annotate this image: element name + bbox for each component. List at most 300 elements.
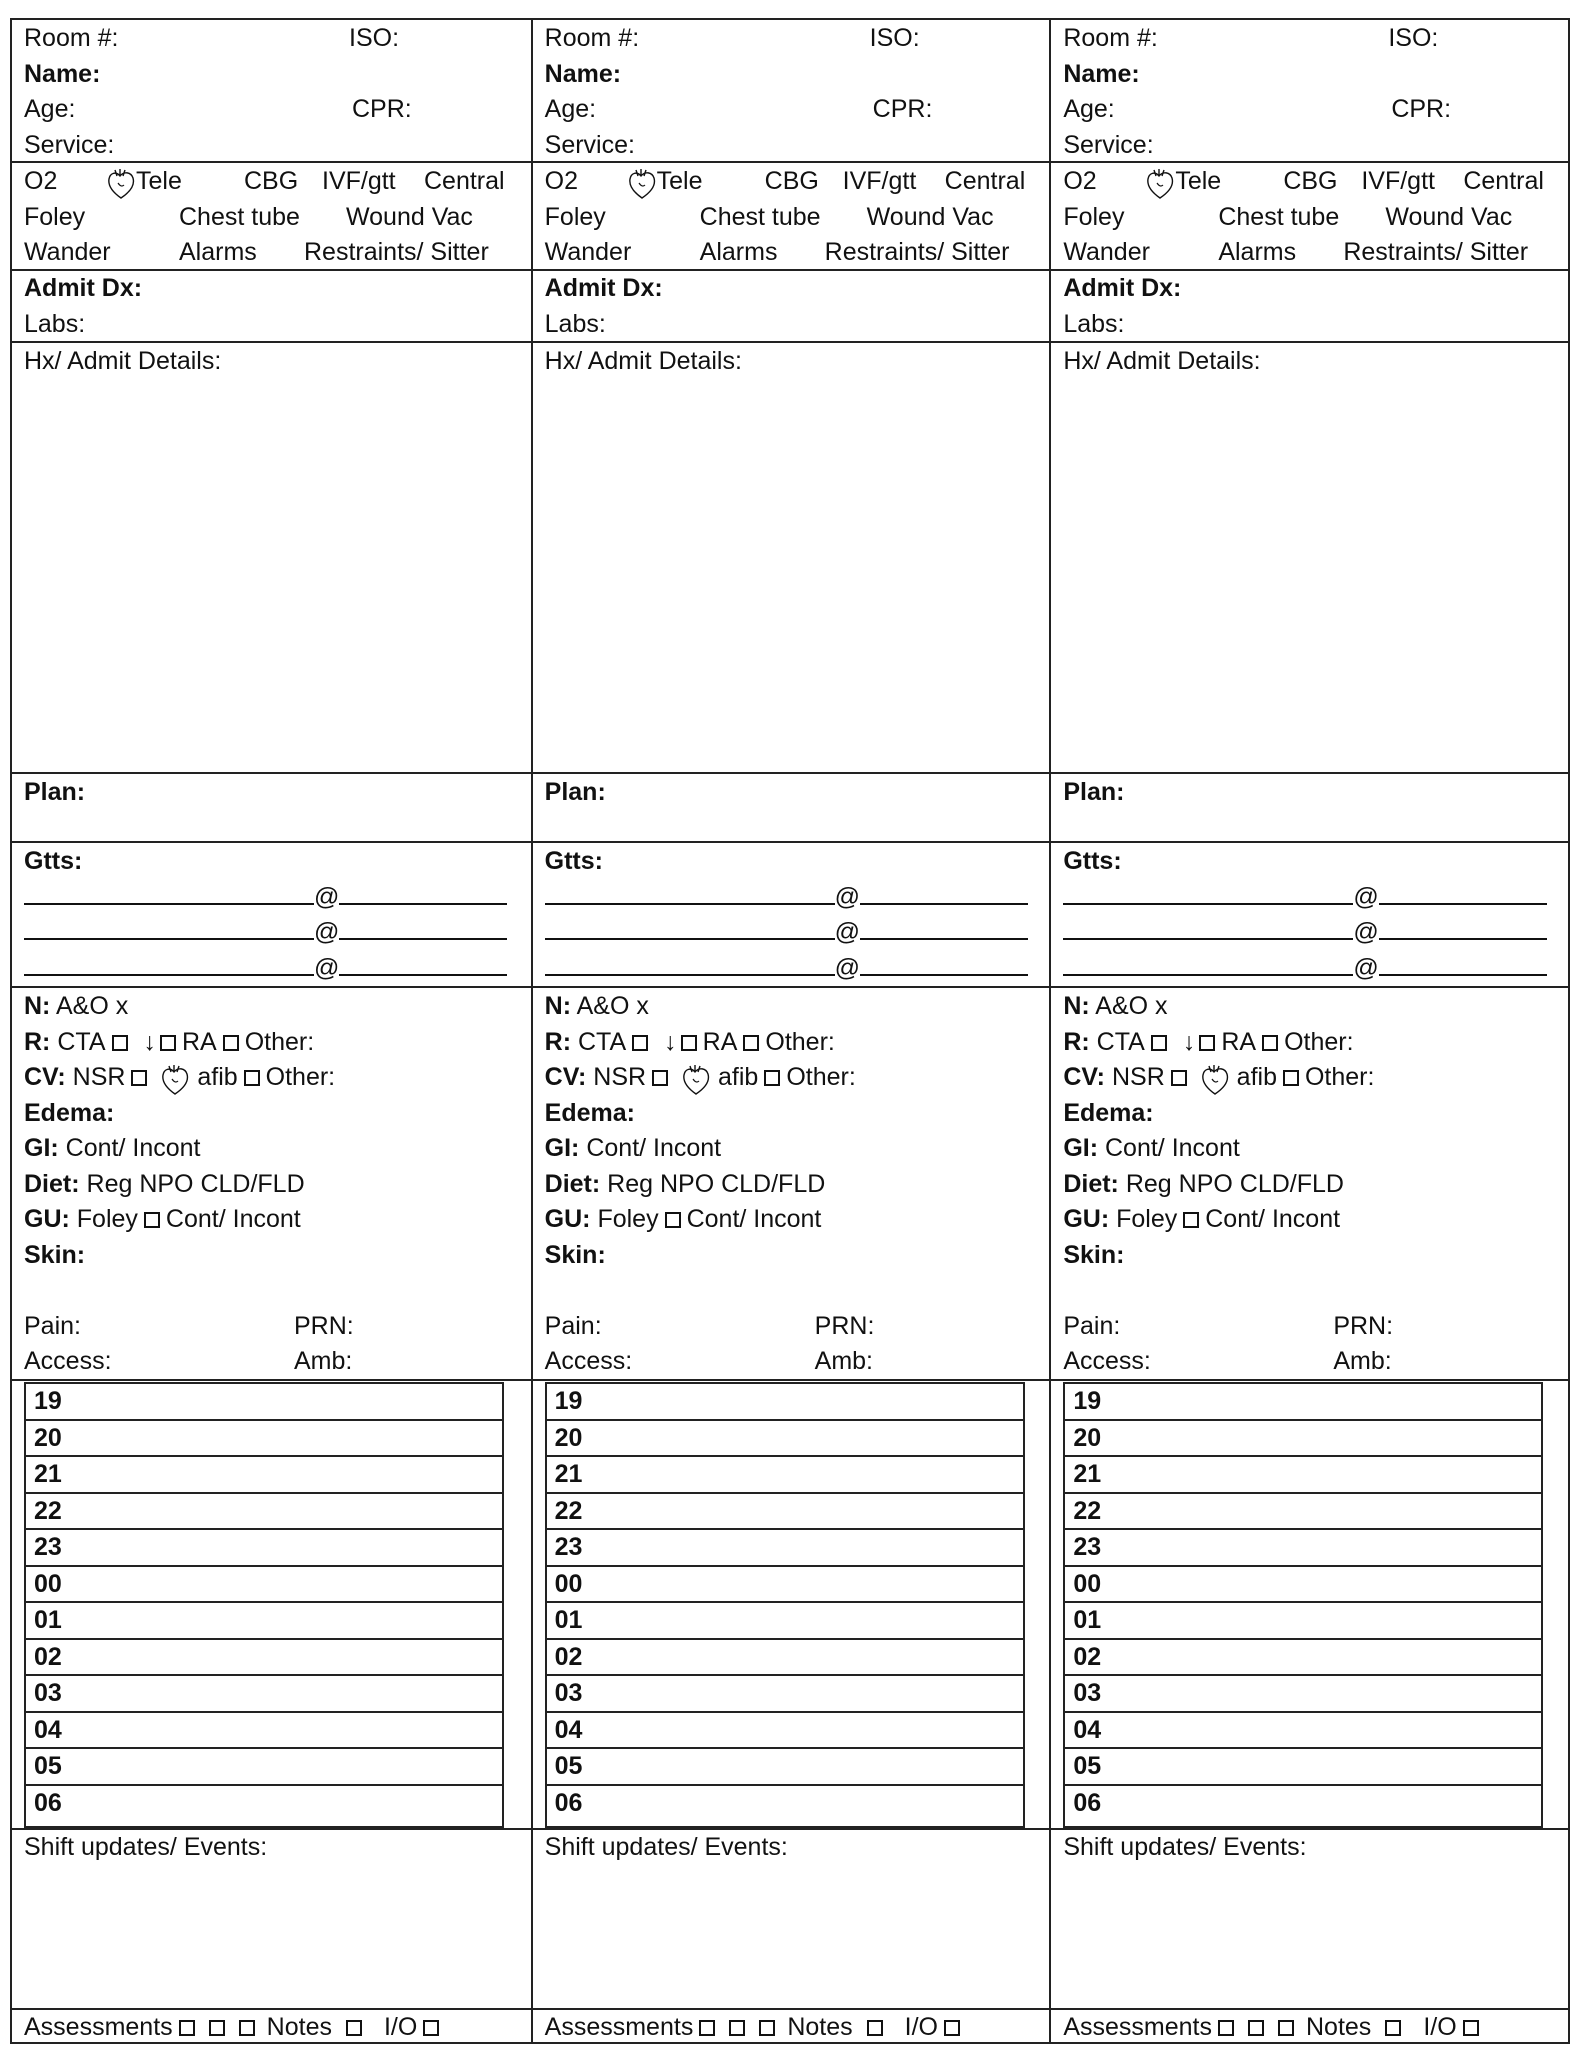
access-label: Access: — [544, 1347, 633, 1375]
resp-label: R: — [24, 1027, 51, 1056]
hour-label: 01 — [34, 1606, 62, 1634]
gtt-drug-blank[interactable] — [545, 881, 835, 905]
io-label: I/O — [383, 2013, 418, 2041]
restraints-label: Restraints/ Sitter — [1343, 238, 1529, 266]
diet-label: Diet: — [1063, 1169, 1119, 1198]
ra-checkbox[interactable] — [743, 1035, 759, 1051]
wound-vac-label: Wound Vac — [1385, 202, 1513, 231]
assessment-checkbox[interactable] — [1218, 2020, 1234, 2036]
cta-checkbox[interactable] — [112, 1035, 128, 1051]
hour-label: 06 — [34, 1788, 62, 1817]
hour-row[interactable] — [26, 1421, 502, 1458]
hour-row[interactable] — [1065, 1567, 1541, 1604]
gu-label: GU: — [544, 1205, 591, 1233]
ra-label: RA — [182, 1027, 217, 1056]
nsr-checkbox[interactable] — [652, 1070, 668, 1086]
cbg-label: CBG — [244, 167, 299, 195]
at-sign: @ — [1353, 918, 1379, 946]
hour-row[interactable] — [1065, 1494, 1541, 1531]
ra-label: RA — [1221, 1027, 1257, 1056]
hour-row[interactable] — [26, 1567, 502, 1604]
skin-label: Skin: — [24, 1240, 86, 1269]
foley-device-label: Foley — [1063, 202, 1125, 231]
cta-checkbox[interactable] — [632, 1035, 648, 1051]
hour-row[interactable] — [1065, 1421, 1541, 1458]
afib-checkbox[interactable] — [764, 1070, 780, 1086]
hour-row[interactable] — [547, 1494, 1023, 1531]
gtts-label: Gtts: — [24, 847, 83, 875]
o2-label: O2 — [24, 167, 58, 195]
hour-label: 00 — [1073, 1569, 1102, 1598]
plan-label: Plan: — [544, 778, 606, 806]
hour-row[interactable] — [547, 1749, 1023, 1786]
hour-label: 03 — [554, 1679, 583, 1707]
plan-section — [12, 774, 531, 843]
diet-label: Diet: — [544, 1169, 601, 1198]
room-label: Room #: — [1063, 24, 1158, 52]
hour-row[interactable] — [547, 1786, 1023, 1823]
hour-label: 04 — [1073, 1715, 1102, 1744]
edema-label: Edema: — [544, 1098, 635, 1127]
at-sign: @ — [834, 953, 861, 982]
hour-row[interactable] — [547, 1457, 1023, 1494]
hour-label: 21 — [554, 1460, 583, 1488]
hour-row[interactable] — [26, 1603, 502, 1640]
diet-text: Reg NPO CLD/FLD — [86, 1169, 305, 1198]
hour-row[interactable] — [26, 1640, 502, 1677]
hx-label: Hx/ Admit Details: — [544, 347, 742, 375]
access-label: Access: — [1063, 1347, 1151, 1375]
hour-row[interactable] — [547, 1421, 1023, 1458]
at-sign: @ — [834, 882, 861, 911]
admit-dx-section — [1051, 271, 1568, 343]
assessment-checkbox[interactable] — [1278, 2020, 1294, 2036]
hour-row[interactable] — [547, 1676, 1023, 1713]
hourly-grid — [545, 1382, 1025, 1828]
pain-label: Pain: — [1063, 1311, 1121, 1340]
gtt-line[interactable] — [1063, 951, 1556, 987]
assessment-checkbox[interactable] — [179, 2020, 195, 2036]
wander-label: Wander — [1063, 238, 1150, 266]
edema-label: Edema: — [24, 1098, 115, 1127]
amb-label: Amb: — [1333, 1347, 1392, 1375]
neuro-label: N: — [24, 992, 51, 1020]
hour-label: 19 — [34, 1387, 62, 1415]
hx-label: Hx/ Admit Details: — [24, 347, 222, 375]
gu-cont-text: Cont/ Incont — [165, 1205, 301, 1233]
skin-label: Skin: — [544, 1240, 606, 1269]
gtt-rate-blank[interactable] — [1379, 952, 1547, 976]
tele-label: Tele — [656, 167, 703, 195]
wander-label: Wander — [24, 238, 111, 266]
gu-foley-label: Foley — [1116, 1205, 1178, 1233]
restraints-label: Restraints/ Sitter — [304, 238, 489, 266]
nsr-label: NSR — [72, 1063, 126, 1091]
name-label: Name: — [24, 59, 101, 88]
heart-icon — [681, 1063, 711, 1097]
at-sign: @ — [314, 953, 340, 982]
assessments-label: Assessments — [544, 2013, 694, 2041]
hourly-grid — [1063, 1382, 1543, 1828]
hour-row[interactable] — [26, 1713, 502, 1750]
hour-label: 06 — [1073, 1788, 1102, 1817]
age-label: Age: — [24, 95, 76, 123]
service-label: Service: — [1063, 130, 1154, 159]
gtt-rate-blank[interactable] — [860, 881, 1028, 905]
cta-label: CTA — [578, 1027, 627, 1056]
cta-checkbox[interactable] — [1151, 1035, 1167, 1051]
hour-label: 06 — [554, 1788, 583, 1817]
patient-header-section — [12, 20, 531, 163]
hx-label: Hx/ Admit Details: — [1063, 347, 1261, 375]
resp-other-label: Other: — [244, 1027, 315, 1056]
assessments-label: Assessments — [1063, 2013, 1212, 2041]
cbg-label: CBG — [1283, 167, 1338, 195]
hour-label: 04 — [34, 1715, 62, 1744]
gu-foley-label: Foley — [76, 1205, 138, 1233]
arrow-down-icon: ↓ — [143, 1027, 156, 1056]
gu-cont-text: Cont/ Incont — [1205, 1205, 1341, 1233]
heart-icon — [160, 1063, 190, 1097]
diet-text: Reg NPO CLD/FLD — [1125, 1169, 1344, 1198]
resp-other-label: Other: — [1284, 1027, 1354, 1056]
tele-label: Tele — [136, 167, 182, 195]
io-checkbox[interactable] — [1463, 2020, 1479, 2036]
hour-label: 04 — [554, 1715, 583, 1744]
gtt-line[interactable] — [1063, 915, 1556, 951]
pain-label: Pain: — [544, 1311, 602, 1340]
assessment-checkbox[interactable] — [1248, 2020, 1264, 2036]
skin-label: Skin: — [1063, 1240, 1125, 1269]
alarms-label: Alarms — [1218, 238, 1297, 266]
gi-text: Cont/ Incont — [65, 1134, 201, 1162]
io-label: I/O — [1423, 2013, 1457, 2041]
hour-label: 00 — [34, 1569, 62, 1598]
wander-label: Wander — [544, 238, 632, 266]
report-sheet — [10, 18, 1570, 2044]
gu-cont-text: Cont/ Incont — [686, 1205, 822, 1233]
cta-label: CTA — [1096, 1027, 1145, 1056]
chest-tube-label: Chest tube — [699, 202, 821, 231]
afib-checkbox[interactable] — [1283, 1070, 1299, 1086]
gtt-line[interactable] — [545, 951, 1038, 987]
gtt-drug-blank[interactable] — [545, 952, 835, 976]
admit-dx-label: Admit Dx: — [544, 274, 663, 302]
shift-updates-label: Shift updates/ Events: — [544, 1833, 788, 1861]
amb-label: Amb: — [294, 1347, 353, 1375]
hour-row[interactable] — [26, 1786, 502, 1823]
iso-label: ISO: — [869, 24, 920, 52]
hour-row[interactable] — [26, 1676, 502, 1713]
hour-row[interactable] — [547, 1384, 1023, 1421]
age-label: Age: — [1063, 95, 1115, 123]
gi-label: GI: — [24, 1134, 59, 1162]
gu-foley-checkbox[interactable] — [665, 1212, 681, 1228]
gtt-line[interactable] — [24, 880, 519, 916]
afib-label: afib — [197, 1063, 238, 1091]
hour-row[interactable] — [26, 1494, 502, 1531]
central-label: Central — [1463, 167, 1544, 195]
cbg-label: CBG — [764, 167, 819, 195]
hour-label: 05 — [34, 1752, 62, 1780]
hour-row[interactable] — [26, 1384, 502, 1421]
patient-column — [531, 20, 1050, 2042]
hour-row[interactable] — [547, 1530, 1023, 1567]
plan-section — [533, 774, 1050, 843]
labs-label: Labs: — [544, 309, 606, 338]
ivf-label: IVF/gtt — [1361, 167, 1435, 195]
room-label: Room #: — [544, 24, 640, 52]
shift-updates-section — [12, 1828, 531, 2010]
hour-label: 01 — [1073, 1606, 1102, 1634]
hour-label: 22 — [1073, 1496, 1102, 1525]
cpr-label: CPR: — [352, 95, 412, 123]
neuro-text: A&O x — [1095, 992, 1168, 1020]
prn-label: PRN: — [814, 1311, 875, 1340]
hour-row[interactable] — [1065, 1676, 1541, 1713]
hour-row[interactable] — [1065, 1786, 1541, 1823]
nsr-checkbox[interactable] — [131, 1070, 147, 1086]
prn-label: PRN: — [294, 1311, 354, 1340]
hour-row[interactable] — [547, 1603, 1023, 1640]
gi-label: GI: — [544, 1134, 580, 1162]
checklist-footer — [12, 2010, 531, 2044]
heart-icon — [106, 167, 136, 201]
hour-row[interactable] — [26, 1530, 502, 1567]
patient-column — [1049, 20, 1568, 2042]
hx-section — [533, 343, 1050, 774]
hour-label: 05 — [554, 1752, 583, 1780]
hour-label: 19 — [554, 1387, 583, 1415]
at-sign: @ — [1353, 953, 1379, 982]
gtt-drug-blank[interactable] — [1063, 952, 1353, 976]
io-checkbox[interactable] — [423, 2020, 439, 2036]
gtt-line[interactable] — [1063, 880, 1556, 916]
gtt-drug-blank[interactable] — [545, 916, 835, 940]
hour-row[interactable] — [26, 1457, 502, 1494]
ivf-label: IVF/gtt — [322, 167, 396, 195]
o2-label: O2 — [544, 167, 579, 195]
arrow-down-icon: ↓ — [1182, 1027, 1196, 1056]
hour-label: 03 — [1073, 1679, 1102, 1707]
cv-other-label: Other: — [786, 1063, 856, 1091]
shift-updates-label: Shift updates/ Events: — [24, 1833, 268, 1861]
access-label: Access: — [24, 1347, 112, 1375]
assessment-checkbox[interactable] — [729, 2020, 745, 2036]
cpr-label: CPR: — [1391, 95, 1452, 123]
gtt-rate-blank[interactable] — [1379, 881, 1547, 905]
at-sign: @ — [1353, 882, 1379, 911]
notes-label: Notes — [1306, 2013, 1372, 2041]
notes-label: Notes — [266, 2013, 332, 2041]
chest-tube-label: Chest tube — [179, 202, 300, 231]
assessments-label: Assessments — [24, 2013, 173, 2041]
hour-label: 22 — [554, 1496, 583, 1525]
hour-label: 19 — [1073, 1387, 1102, 1415]
hx-section — [1051, 343, 1568, 774]
admit-dx-label: Admit Dx: — [24, 274, 143, 302]
hour-row[interactable] — [1065, 1603, 1541, 1640]
shift-updates-section — [1051, 1828, 1568, 2010]
hour-label: 02 — [1073, 1642, 1102, 1671]
gu-foley-checkbox[interactable] — [1183, 1212, 1199, 1228]
hour-row[interactable] — [1065, 1384, 1541, 1421]
hour-label: 23 — [34, 1533, 62, 1561]
amb-label: Amb: — [814, 1347, 874, 1375]
gtt-rate-blank[interactable] — [339, 881, 507, 905]
o2-label: O2 — [1063, 167, 1097, 195]
ivf-label: IVF/gtt — [842, 167, 917, 195]
plan-label: Plan: — [1063, 778, 1125, 806]
gtt-rate-blank[interactable] — [339, 916, 507, 940]
gtts-section — [1051, 843, 1568, 988]
heart-icon — [1200, 1063, 1230, 1097]
systems-section — [12, 988, 531, 1381]
cv-other-label: Other: — [1304, 1063, 1375, 1091]
tele-label: Tele — [1175, 167, 1222, 195]
gtt-line[interactable] — [545, 880, 1038, 916]
hour-row[interactable] — [1065, 1457, 1541, 1494]
wound-vac-label: Wound Vac — [866, 202, 994, 231]
notes-checkbox[interactable] — [1385, 2020, 1401, 2036]
hour-row[interactable] — [547, 1567, 1023, 1604]
hour-row[interactable] — [547, 1713, 1023, 1750]
hourly-grid — [24, 1382, 504, 1828]
labs-label: Labs: — [24, 309, 86, 338]
notes-checkbox[interactable] — [867, 2020, 883, 2036]
hour-label: 20 — [1073, 1423, 1102, 1452]
devices-section — [533, 163, 1050, 271]
gu-label: GU: — [1063, 1205, 1110, 1233]
foley-device-label: Foley — [544, 202, 606, 231]
gtt-drug-blank[interactable] — [24, 952, 314, 976]
gi-text: Cont/ Incont — [586, 1134, 722, 1162]
hour-row[interactable] — [26, 1749, 502, 1786]
devices-section — [1051, 163, 1568, 271]
wound-vac-label: Wound Vac — [346, 202, 473, 231]
hour-label: 02 — [34, 1642, 62, 1671]
hour-label: 01 — [554, 1606, 583, 1634]
gu-foley-checkbox[interactable] — [144, 1212, 160, 1228]
gtt-rate-blank[interactable] — [1379, 916, 1547, 940]
resp-other-label: Other: — [765, 1027, 835, 1056]
diminished-checkbox[interactable] — [160, 1035, 176, 1051]
io-checkbox[interactable] — [944, 2020, 960, 2036]
foley-device-label: Foley — [24, 202, 86, 231]
diminished-checkbox[interactable] — [681, 1035, 697, 1051]
ra-checkbox[interactable] — [1262, 1035, 1278, 1051]
hour-label: 00 — [554, 1569, 583, 1598]
gtt-drug-blank[interactable] — [1063, 916, 1353, 940]
gtt-rate-blank[interactable] — [860, 916, 1028, 940]
gtt-drug-blank[interactable] — [24, 916, 314, 940]
cv-label: CV: — [1063, 1063, 1106, 1091]
neuro-text: A&O x — [55, 992, 129, 1020]
cv-other-label: Other: — [265, 1063, 336, 1091]
plan-label: Plan: — [24, 778, 86, 806]
plan-section — [1051, 774, 1568, 843]
notes-checkbox[interactable] — [346, 2020, 362, 2036]
diet-label: Diet: — [24, 1169, 80, 1198]
gtt-rate-blank[interactable] — [339, 952, 507, 976]
assessment-checkbox[interactable] — [209, 2020, 225, 2036]
ra-checkbox[interactable] — [223, 1035, 239, 1051]
resp-label: R: — [1063, 1027, 1090, 1056]
neuro-label: N: — [1063, 992, 1090, 1020]
resp-label: R: — [544, 1027, 572, 1056]
age-label: Age: — [544, 95, 597, 123]
devices-section — [12, 163, 531, 271]
prn-label: PRN: — [1333, 1311, 1394, 1340]
patient-column — [12, 20, 531, 2042]
hour-label: 20 — [554, 1423, 583, 1452]
hour-row[interactable] — [1065, 1713, 1541, 1750]
diminished-checkbox[interactable] — [1199, 1035, 1215, 1051]
iso-label: ISO: — [1388, 24, 1439, 52]
hour-row[interactable] — [547, 1640, 1023, 1677]
name-label: Name: — [1063, 59, 1140, 88]
assessment-checkbox[interactable] — [699, 2020, 715, 2036]
neuro-label: N: — [544, 992, 572, 1020]
admit-dx-label: Admit Dx: — [1063, 274, 1182, 302]
checklist-footer — [1051, 2010, 1568, 2044]
nsr-label: NSR — [1111, 1063, 1165, 1091]
room-label: Room #: — [24, 24, 119, 52]
assessment-checkbox[interactable] — [759, 2020, 775, 2036]
gtt-line[interactable] — [24, 951, 519, 987]
admit-dx-section — [12, 271, 531, 343]
gtts-label: Gtts: — [1063, 847, 1122, 875]
hour-label: 22 — [34, 1496, 62, 1525]
gtt-line[interactable] — [545, 915, 1038, 951]
name-label: Name: — [544, 59, 622, 88]
hour-row[interactable] — [1065, 1640, 1541, 1677]
gu-foley-label: Foley — [597, 1205, 659, 1233]
cv-label: CV: — [24, 1063, 66, 1091]
tele-group — [627, 164, 703, 201]
nsr-checkbox[interactable] — [1171, 1070, 1187, 1086]
gtt-drug-blank[interactable] — [1063, 881, 1353, 905]
at-sign: @ — [834, 918, 861, 946]
edema-label: Edema: — [1063, 1098, 1154, 1127]
systems-section — [533, 988, 1050, 1381]
gtts-label: Gtts: — [544, 847, 603, 875]
gtt-line[interactable] — [24, 915, 519, 951]
hour-label: 03 — [34, 1679, 62, 1707]
heart-icon — [627, 167, 657, 201]
iso-label: ISO: — [349, 24, 400, 52]
afib-checkbox[interactable] — [244, 1070, 260, 1086]
hour-label: 21 — [1073, 1460, 1102, 1488]
ra-label: RA — [702, 1027, 738, 1056]
assessment-checkbox[interactable] — [239, 2020, 255, 2036]
alarms-label: Alarms — [179, 238, 257, 266]
hour-row[interactable] — [1065, 1749, 1541, 1786]
gtt-drug-blank[interactable] — [24, 881, 314, 905]
labs-label: Labs: — [1063, 309, 1125, 338]
admit-dx-section — [533, 271, 1050, 343]
at-sign: @ — [314, 918, 340, 946]
notes-label: Notes — [787, 2013, 853, 2041]
checklist-footer — [533, 2010, 1050, 2044]
hour-row[interactable] — [1065, 1530, 1541, 1567]
gtts-section — [533, 843, 1050, 988]
pain-label: Pain: — [24, 1311, 81, 1340]
gtt-rate-blank[interactable] — [860, 952, 1028, 976]
hour-label: 05 — [1073, 1752, 1102, 1780]
hour-label: 23 — [1073, 1533, 1102, 1561]
arrow-down-icon: ↓ — [664, 1027, 677, 1056]
